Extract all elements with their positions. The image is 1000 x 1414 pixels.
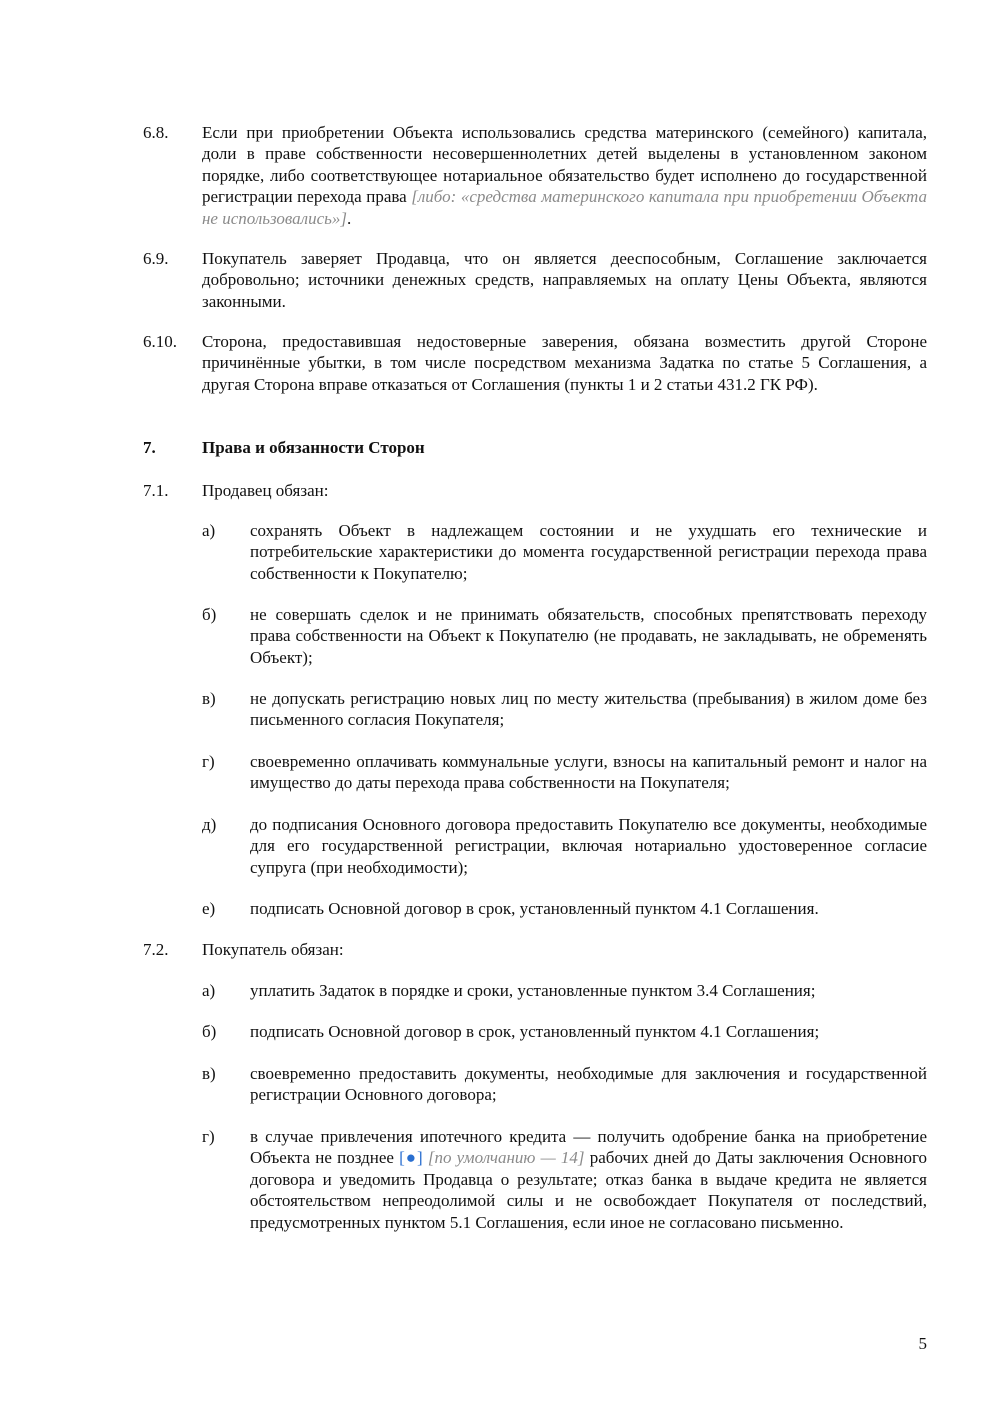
clause-number: 7.2. [143,940,169,959]
section-number: 7. [143,438,156,457]
alternative-note: [либо: «средства материнского капитала при приобретении Объекта не использовались»] [202,187,927,228]
clause-body: Если при приобретении Объекта использовались средства материнского (семейного) капитала, доли в праве собственности несовершеннолетних детей выделены в установленном законом порядке, либо соответствующее нотариальное обязательство будет исполнено до государственной регистрации перехода права [202,123,927,207]
item-letter: в) [202,1064,216,1083]
item-letter: е) [202,899,216,918]
item-text: уплатить Задаток в порядке и сроки, установленные пунктом 3.4 Соглашения; [250,981,816,1000]
default-note: [по умолчанию — 14] [427,1148,585,1168]
clause-text: Покупатель обязан: [202,940,344,959]
clause-number: 7.1. [143,481,169,500]
clause-end: . [346,208,352,228]
item-text: сохранять Объект в надлежащем состоянии и не ухудшать его технические и потребительские характеристики до момента государственной регистрации перехода права собственности к Покупателю; [250,521,927,583]
item-letter: а) [202,981,216,1000]
section-title: Права и обязанности Сторон [202,438,425,457]
page-number: 5 [918,1334,927,1353]
item-text: подписать Основной договор в срок, установленный пунктом 4.1 Соглашения; [250,1022,820,1041]
clause-text: Продавец обязан: [202,481,329,500]
clause-text [202,122,927,229]
clause-text: Покупатель заверяет Продавца, что он является дееспособным, Соглашение заключается добровольно; источники денежных средств, направляемых на оплату Цены Объекта, являются законными. [202,249,927,311]
item-text: не допускать регистрацию новых лиц по месту жительства (пребывания) в жилом доме без письменного согласия Покупателя; [250,689,927,730]
item-body-start: в случае привлечения ипотечного кредита — получить одобрение банка на приобретение Объекта не позднее [250,1127,927,1168]
item-letter: в) [202,689,216,708]
item-text: своевременно предоставить документы, необходимые для заключения и государственной регистрации Основного договора; [250,1064,927,1105]
item-text [250,1126,927,1233]
item-letter: г) [202,752,215,771]
item-letter: г) [202,1127,215,1146]
item-text: подписать Основной договор в срок, установленный пунктом 4.1 Соглашения. [250,899,819,918]
item-letter: а) [202,521,216,540]
placeholder-marker: [●] [399,1148,423,1168]
item-text: до подписания Основного договора предоставить Покупателю все документы, необходимые для его государственной регистрации, включая нотариально удостоверенное согласие супруга (при необходимости); [250,815,927,877]
item-body-end: рабочих дней до Даты заключения Основного договора и уведомить Продавца о результате; отказ банка в выдаче кредита не является обстоятельством непреодолимой силы и не освобождает Покупателя от последствий, предусмотренных пунктом 5.1 Соглашения, если иное не согласовано письменно. [250,1148,928,1232]
item-letter: д) [202,815,217,834]
item-text: своевременно оплачивать коммунальные услуги, взносы на капитальный ремонт и налог на имущество до даты перехода права собственности на Покупателя; [250,752,927,793]
clause-number: 6.10. [143,332,177,351]
item-letter: б) [202,1022,217,1041]
clause-number: 6.8. [143,123,169,142]
item-text: не совершать сделок и не принимать обязательств, способных препятствовать переходу права собственности на Объект к Покупателю (не продавать, не закладывать, не обременять Объект); [250,605,927,667]
clause-number: 6.9. [143,249,169,268]
clause-text: Сторона, предоставившая недостоверные заверения, обязана возместить другой Стороне причинённые убытки, в том числе посредством механизма Задатка по статье 5 Соглашения, а другая Сторона вправе отказаться от Соглашения (пункты 1 и 2 статьи 431.2 ГК РФ). [202,332,927,394]
item-letter: б) [202,605,217,624]
